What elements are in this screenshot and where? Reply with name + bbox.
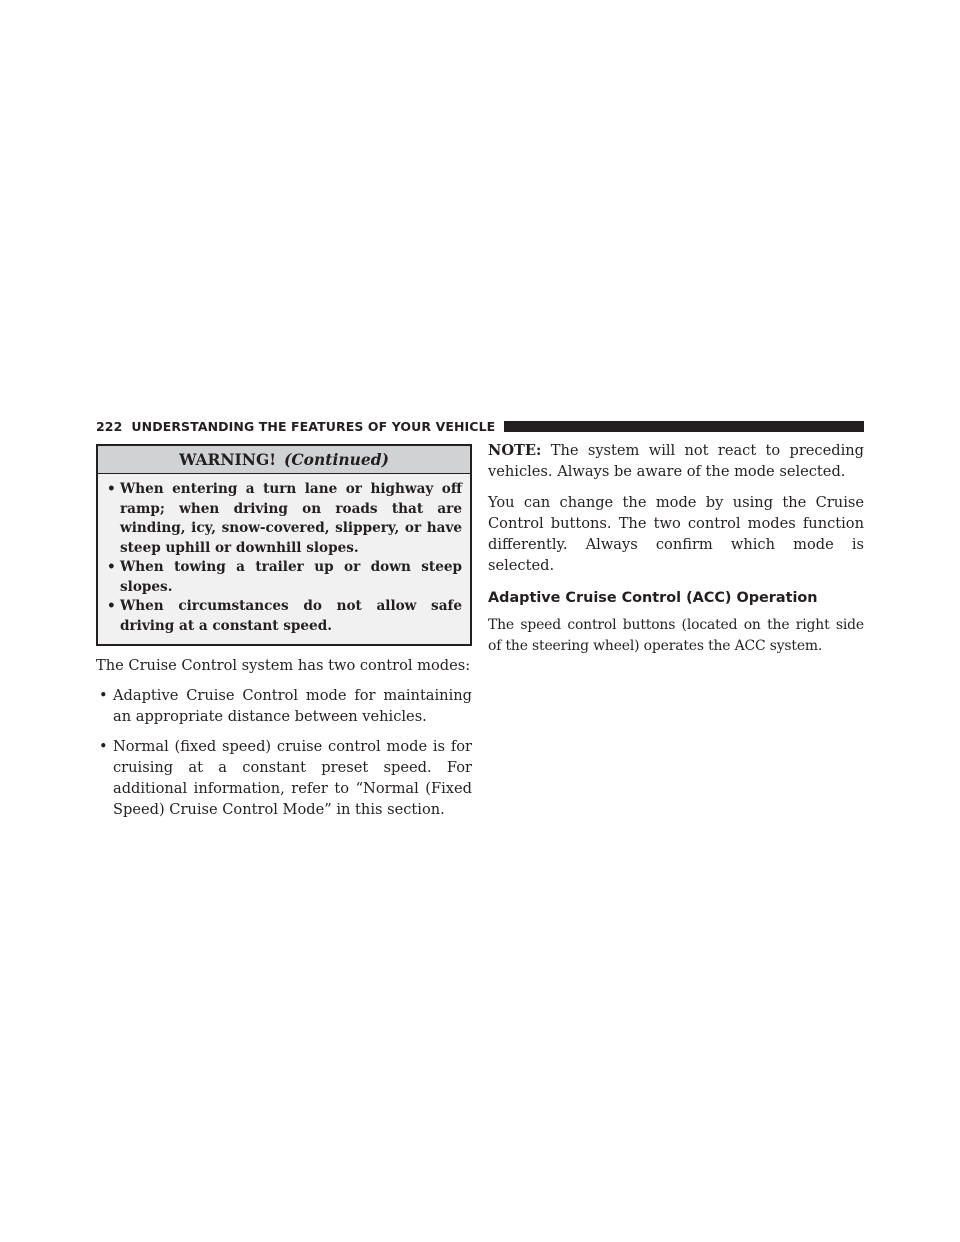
page-number: 222 bbox=[96, 418, 123, 434]
warning-body bbox=[98, 474, 470, 644]
section-subheading: Adaptive Cruise Control (ACC) Operation bbox=[488, 590, 818, 606]
list-item bbox=[96, 685, 472, 727]
warning-item-text: When circumstances do not allow safe driving at a constant speed. bbox=[120, 598, 462, 634]
bullet-icon: • bbox=[107, 559, 116, 575]
page-header bbox=[96, 416, 864, 436]
note-text: The system will not react to preceding vehicles. Always be aware of the mode selected. bbox=[488, 442, 864, 480]
list-item-text: Adaptive Cruise Control mode for maintaining an appropriate distance between vehicles. bbox=[113, 687, 472, 725]
warning-item bbox=[106, 597, 462, 636]
warning-item-text: When towing a trailer up or down steep slopes. bbox=[120, 559, 462, 595]
note-label: NOTE: bbox=[488, 442, 542, 459]
warning-item bbox=[106, 480, 462, 558]
bullet-icon: • bbox=[99, 687, 108, 704]
left-column bbox=[96, 444, 472, 820]
warning-continued: (Continued) bbox=[284, 450, 389, 469]
warning-title: WARNING! bbox=[179, 450, 277, 469]
right-column bbox=[488, 440, 864, 657]
header-rule bbox=[504, 421, 864, 432]
list-item bbox=[96, 736, 472, 820]
bullet-icon: • bbox=[107, 598, 116, 614]
list-item-text: Normal (fixed speed) cruise control mode is for cruising at a constant preset speed. For additional information, refer to “Normal (Fixed Speed) Cruise Control Mode” in this section. bbox=[113, 738, 472, 818]
bullet-icon: • bbox=[107, 481, 116, 497]
operation-paragraph: The speed control buttons (located on the right side of the steering wheel) operates the ACC system. bbox=[488, 617, 864, 654]
warning-header bbox=[98, 446, 470, 474]
warning-item-text: When entering a turn lane or highway off ramp; when driving on roads that are winding, icy, snow-covered, slippery, or have steep uphill or downhill slopes. bbox=[120, 481, 462, 556]
mode-change-paragraph: You can change the mode by using the Cruise Control buttons. The two control modes function differently. Always confirm which mode is selected. bbox=[488, 494, 864, 574]
section-title: UNDERSTANDING THE FEATURES OF YOUR VEHICLE bbox=[131, 418, 496, 434]
bullet-icon: • bbox=[99, 738, 108, 755]
note-paragraph bbox=[488, 440, 864, 482]
warning-item bbox=[106, 558, 462, 597]
warning-box bbox=[96, 444, 472, 646]
modes-intro: The Cruise Control system has two control modes: bbox=[96, 657, 471, 674]
